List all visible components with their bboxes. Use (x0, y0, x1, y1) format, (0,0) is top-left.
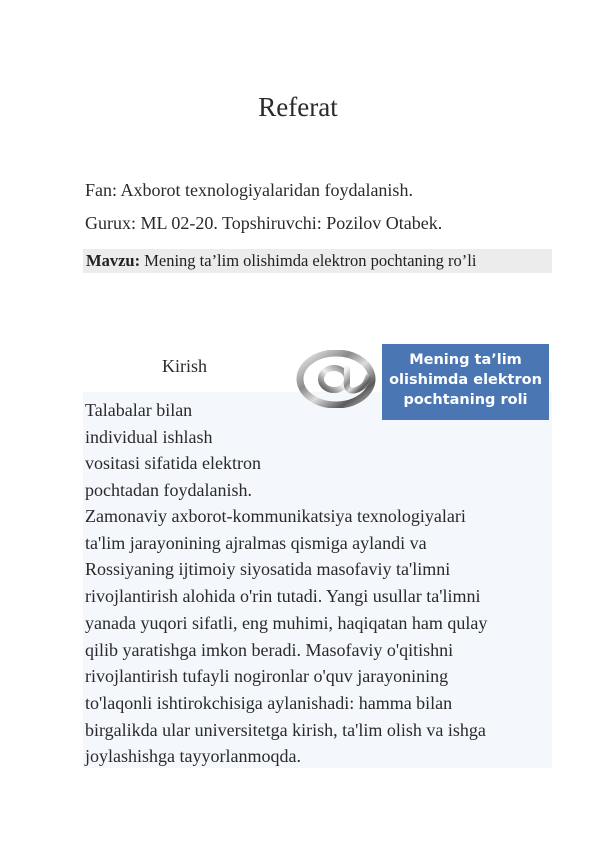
intro-paragraph (85, 397, 285, 503)
topic-callout-box (382, 344, 549, 420)
topic-line (83, 249, 552, 273)
intro-line: Talabalar bilan (85, 400, 193, 420)
body-paragraph (85, 503, 555, 770)
body-line: ta'lim jarayonining ajralmas qismiga aylandi va (85, 532, 427, 553)
body-line: joylashishga tayyorlanmoqda. (85, 746, 301, 767)
body-line: rivojlantirish alohida o'rin tutadi. Yangi usullar ta'limni (85, 586, 481, 607)
intro-line: individual ishlash (85, 426, 213, 447)
topic-label: Mavzu: (86, 251, 141, 270)
intro-line: pochtadan foydalanish. (85, 479, 252, 500)
callout-line: pochtaning roli (403, 392, 528, 408)
body-line: qilib yaratishga imkon beradi. Masofaviy o'qitishni (85, 639, 454, 660)
body-line: yanada yuqori sifatli, eng muhimi, haqiqatan ham qulay (85, 612, 488, 633)
callout-line: olishimda elektron (389, 372, 542, 388)
body-line: to'laqonli ishtirokchisiga aylanishadi: hamma bilan (85, 692, 453, 713)
body-line: birgalikda ular universitetga kirish, ta'lim olish va ishga (85, 719, 486, 740)
body-line: Rossiyaning ijtimoiy siyosatida masofaviy ta'limni (85, 559, 451, 580)
body-line: Zamonaviy axborot-kommunikatsiya texnologiyalari (85, 506, 466, 526)
callout-line: Mening ta’lim (409, 352, 522, 368)
at-sign-icon (296, 350, 376, 408)
group-author-line: Gurux: ML 02-20. Topshiruvchi: Pozilov Otabek. (85, 213, 443, 233)
body-line: rivojlantirish tufayli nogironlar o'quv jarayonining (85, 666, 449, 687)
topic-text: Mening ta’lim olishimda elektron pochtaning ro’li (140, 251, 477, 270)
section-heading: Kirish (162, 356, 207, 376)
intro-line: vositasi sifatida elektron (85, 453, 261, 473)
page-title: Referat (258, 92, 338, 122)
subject-line: Fan: Axborot texnologiyalaridan foydalanish. (85, 180, 413, 200)
